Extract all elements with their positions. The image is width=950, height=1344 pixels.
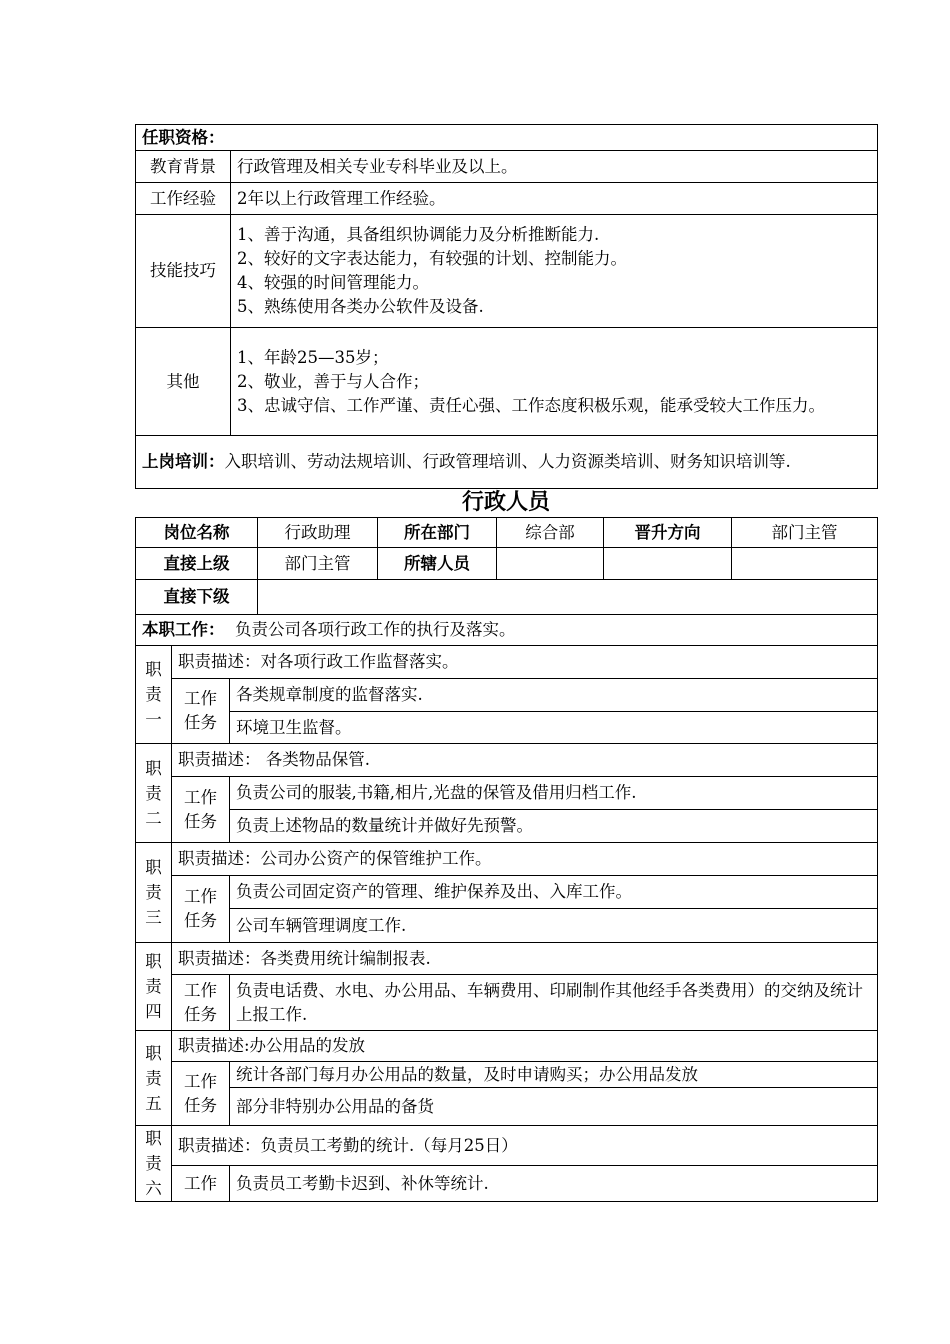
skill-item: 2、较好的文字表达能力，有较强的计划、控制能力。	[237, 249, 627, 268]
task-label: 工作任务	[172, 1062, 230, 1126]
qualifications-table	[135, 124, 878, 489]
subordinates-label: 所辖人员	[378, 548, 497, 580]
main-duty-label: 本职工作：	[142, 620, 225, 639]
task-label: 工作任务	[172, 975, 230, 1031]
duty-label	[136, 843, 172, 943]
duty-desc: 职责描述：负责员工考勤的统计.（每月25日）	[172, 1126, 878, 1166]
direct-sub-label: 直接下级	[136, 580, 258, 615]
task-item: 负责员工考勤卡迟到、补休等统计.	[230, 1166, 878, 1202]
duty-desc: 职责描述： 各类物品保管.	[172, 744, 878, 777]
education-label: 教育背景	[136, 151, 231, 183]
skill-item: 5、熟练使用各类办公软件及设备.	[237, 297, 484, 316]
duty-label	[136, 646, 172, 744]
education-value: 行政管理及相关专业专科毕业及以上。	[231, 151, 878, 183]
skill-item: 4、较强的时间管理能力。	[237, 273, 429, 292]
skill-item: 1、善于沟通，具备组织协调能力及分析推断能力.	[237, 225, 600, 244]
task-item: 环境卫生监督。	[230, 712, 878, 744]
skills-label: 技能技巧	[136, 215, 231, 328]
main-duty-row	[136, 615, 878, 646]
task-label: 工作任务	[172, 777, 230, 843]
dept-value: 综合部	[497, 518, 604, 548]
duty-label	[136, 1031, 172, 1126]
duty-label-char: 一	[145, 710, 162, 729]
task-label: 工作任务	[172, 679, 230, 744]
dept-label: 所在部门	[378, 518, 497, 548]
subordinates-value	[497, 548, 604, 580]
other-label: 其他	[136, 328, 231, 436]
duty-label-char: 职	[145, 952, 162, 971]
empty-cell	[604, 548, 732, 580]
task-item: 负责电话费、水电、办公用品、车辆费用、印刷制作其他经手各类费用）的交纳及统计上报工作.	[230, 975, 878, 1031]
training-label: 上岗培训：	[142, 452, 225, 471]
task-item: 负责上述物品的数量统计并做好先预警。	[230, 810, 878, 843]
training-value: 入职培训、劳动法规培训、行政管理培训、人力资源类培训、财务知识培训等.	[224, 452, 791, 471]
training-row	[136, 436, 878, 489]
task-item: 负责公司的服装,书籍,相片,光盘的保管及借用归档工作.	[230, 777, 878, 810]
duty-label-char: 职	[145, 1043, 162, 1063]
duty-desc: 职责描述：对各项行政工作监督落实。	[172, 646, 878, 679]
duty-label-char: 四	[145, 1002, 162, 1021]
duty-label	[136, 943, 172, 1031]
task-label: 工作	[172, 1166, 230, 1202]
other-item: 1、年龄25—35岁；	[237, 347, 389, 367]
other-item: 2、敬业，善于与人合作；	[237, 371, 429, 391]
duty-desc: 职责描述:办公用品的发放	[172, 1031, 878, 1062]
duty-label-char: 责	[145, 783, 162, 803]
qualifications-heading: 任职资格：	[136, 125, 878, 151]
duty-label-char: 责	[145, 685, 162, 704]
superior-value: 部门主管	[258, 548, 378, 580]
experience-label: 工作经验	[136, 183, 231, 215]
duty-label-char: 责	[145, 977, 162, 996]
duty-label-char: 责	[145, 1154, 162, 1173]
other-item: 3、忠诚守信、工作严谨、责任心强、工作态度积极乐观，能承受较大工作压力。	[237, 395, 825, 415]
duty-label-char: 职	[145, 758, 162, 778]
position-name-value: 行政助理	[258, 518, 378, 548]
duty-label-char: 职	[145, 660, 162, 679]
duty-label	[136, 744, 172, 843]
task-item: 各类规章制度的监督落实.	[230, 679, 878, 712]
promotion-value: 部门主管	[732, 518, 878, 548]
superior-label: 直接上级	[136, 548, 258, 580]
task-item: 部分非特别办公用品的备货	[230, 1088, 878, 1126]
experience-value: 2年以上行政管理工作经验。	[231, 183, 878, 215]
direct-sub-value	[258, 580, 878, 615]
task-item: 统计各部门每月办公用品的数量，及时申请购买；办公用品发放	[230, 1062, 878, 1088]
task-label: 工作任务	[172, 876, 230, 943]
duty-label-char: 二	[145, 808, 162, 828]
task-item: 负责公司固定资产的管理、维护保养及出、入库工作。	[230, 876, 878, 909]
promotion-label: 晋升方向	[604, 518, 732, 548]
empty-cell	[732, 548, 878, 580]
main-duty-value: 负责公司各项行政工作的执行及落实。	[235, 620, 516, 639]
duty-desc: 职责描述：公司办公资产的保管维护工作。	[172, 843, 878, 876]
duty-label-char: 五	[145, 1093, 162, 1113]
duty-label	[136, 1126, 172, 1202]
duty-label-char: 三	[145, 908, 162, 927]
duty-label-char: 责	[145, 1068, 162, 1088]
duty-desc: 职责描述：各类费用统计编制报表.	[172, 943, 878, 975]
duty-label-char: 职	[145, 1129, 162, 1148]
duty-label-char: 责	[145, 883, 162, 902]
duty-label-char: 六	[145, 1179, 162, 1198]
task-item: 公司车辆管理调度工作.	[230, 909, 878, 943]
other-list	[231, 328, 878, 436]
position-name-label: 岗位名称	[136, 518, 258, 548]
skills-list	[231, 215, 878, 328]
position-table	[135, 517, 878, 1202]
duty-label-char: 职	[145, 858, 162, 877]
position-title: 行政人员	[461, 489, 550, 515]
